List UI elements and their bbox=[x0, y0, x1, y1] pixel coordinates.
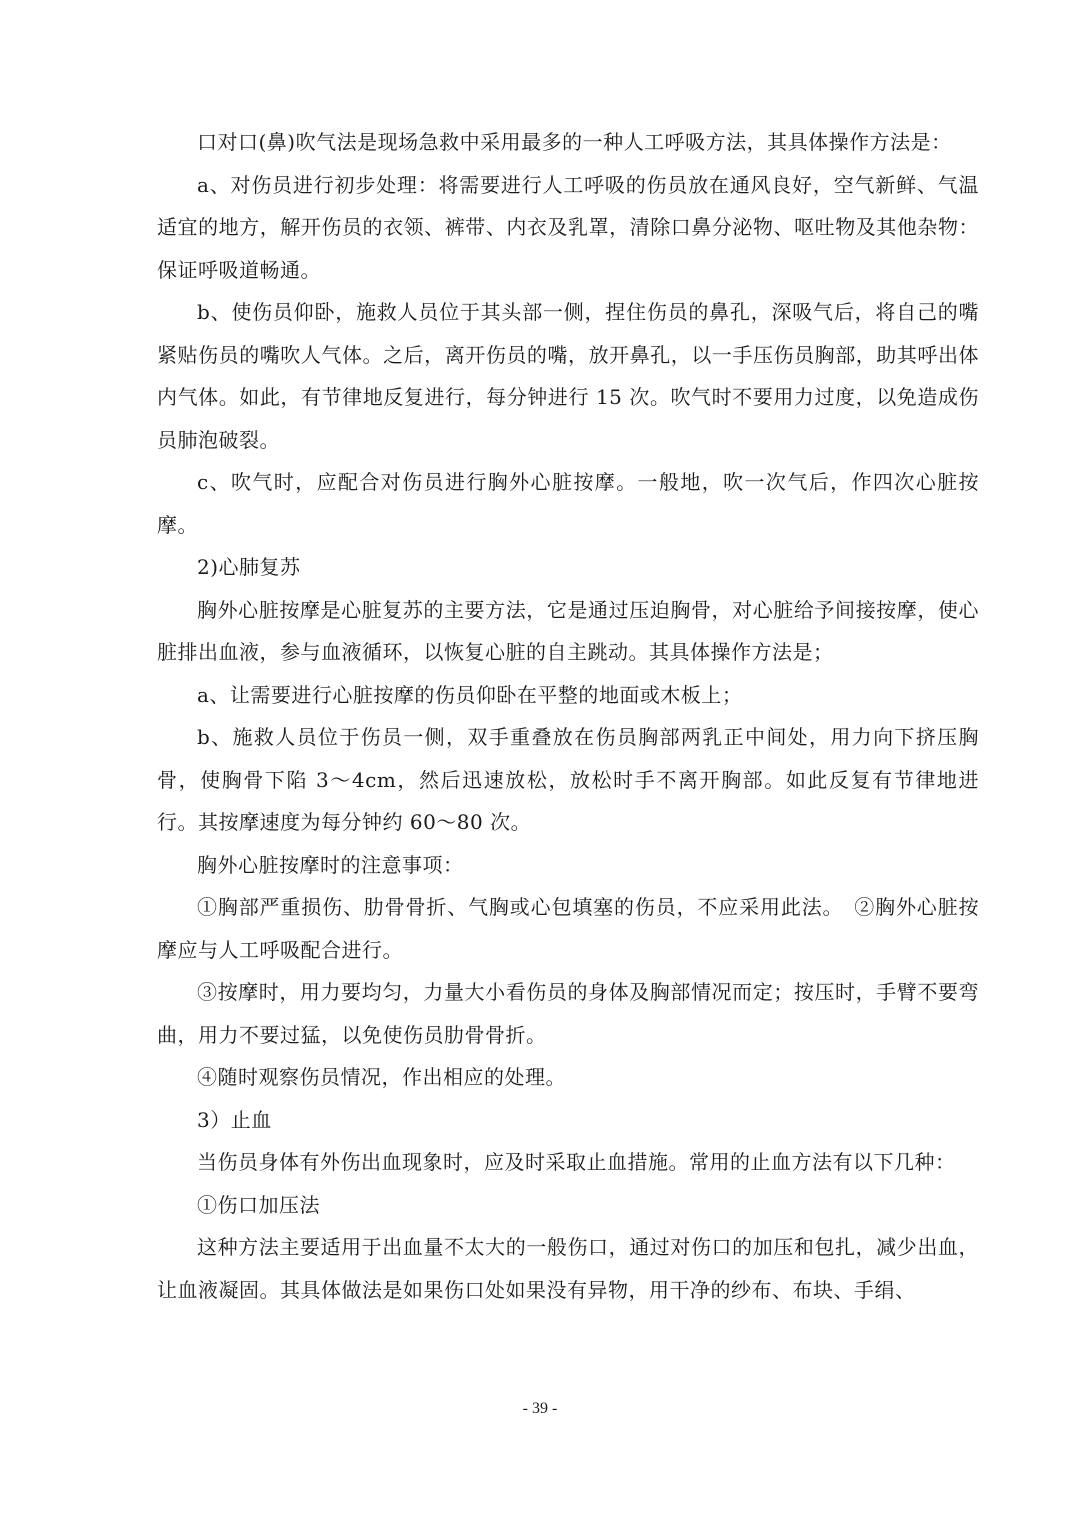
paragraph-chest-compression-intro: 胸外心脏按摩是心脏复苏的主要方法，它是通过压迫胸骨，对心脏给予间接按摩，使心脏排出血液，参与血液循环，以恢复心脏的自主跳动。其具体操作方法是； bbox=[157, 597, 979, 664]
paragraph-bleeding-intro: 当伤员身体有外伤出血现象时，应及时采取止血措施。常用的止血方法有以下几种： bbox=[197, 1150, 956, 1174]
body-text bbox=[157, 121, 979, 1311]
paragraph-step-b-breathing: b、使伤员仰卧，施救人员位于其头部一侧，捏住伤员的鼻孔，深吸气后，将自己的嘴紧贴伤员的嘴吹人气体。之后，离开伤员的嘴，放开鼻孔，以一手压伤员胸部，助其呼出体内气体。如此，有节律地反复进行，每分钟进行 15 次。吹气时不要用力过度，以免造成伤员肺泡破裂。 bbox=[157, 300, 979, 452]
paragraph-cpr-step-a: a、让需要进行心脏按摩的伤员仰卧在平整的地面或木板上； bbox=[197, 682, 743, 707]
page-number: - 39 - bbox=[522, 1400, 558, 1417]
paragraph-mouth-to-mouth-intro: 口对口(鼻)吹气法是现场急救中采用最多的一种人工呼吸方法，其具体操作方法是： bbox=[197, 130, 952, 154]
section-heading-cpr: 2)心肺复苏 bbox=[197, 555, 301, 579]
paragraph-step-a-preparation: a、对伤员进行初步处理：将需要进行人工呼吸的伤员放在通风良好，空气新鲜、气温适宜的地方，解开伤员的衣领、裤带、内衣及乳罩，清除口鼻分泌物、呕吐物及其他杂物：保证呼吸道畅通。 bbox=[157, 172, 979, 282]
paragraph-step-c-compression: c、吹气时，应配合对伤员进行胸外心脏按摩。一般地，吹一次气后，作四次心脏按摩。 bbox=[157, 470, 979, 537]
paragraph-precaution-3: ③按摩时，用力要均匀，力量大小看伤员的身体及胸部情况而定；按压时，手臂不要弯曲，用力不要过猛，以免使伤员肋骨骨折。 bbox=[157, 980, 979, 1047]
paragraph-cpr-step-b: b、施救人员位于伤员一侧，双手重叠放在伤员胸部两乳正中间处，用力向下挤压胸骨，使胸骨下陷 3～4cm，然后迅速放松，放松时手不离开胸部。如此反复有节律地进行。其按摩速度为每分钟约 60～80 次。 bbox=[157, 725, 979, 834]
section-heading-bleeding: 3）止血 bbox=[197, 1107, 272, 1132]
paragraph-pressure-method-heading: ①伤口加压法 bbox=[197, 1192, 320, 1217]
paragraph-precaution-4: ④随时观察伤员情况，作出相应的处理。 bbox=[197, 1065, 566, 1089]
paragraph-precaution-1-2: ①胸部严重损伤、肋骨骨折、气胸或心包填塞的伤员，不应采用此法。 ②胸外心脏按摩应与人工呼吸配合进行。 bbox=[157, 895, 979, 962]
paragraph-precautions-heading: 胸外心脏按摩时的注意事项： bbox=[197, 852, 464, 877]
paragraph-pressure-method-body: 这种方法主要适用于出血量不太大的一般伤口，通过对伤口的加压和包扎，减少出血，让血液凝固。其具体做法是如果伤口处如果没有异物，用干净的纱布、布块、手绢、 bbox=[157, 1235, 979, 1302]
